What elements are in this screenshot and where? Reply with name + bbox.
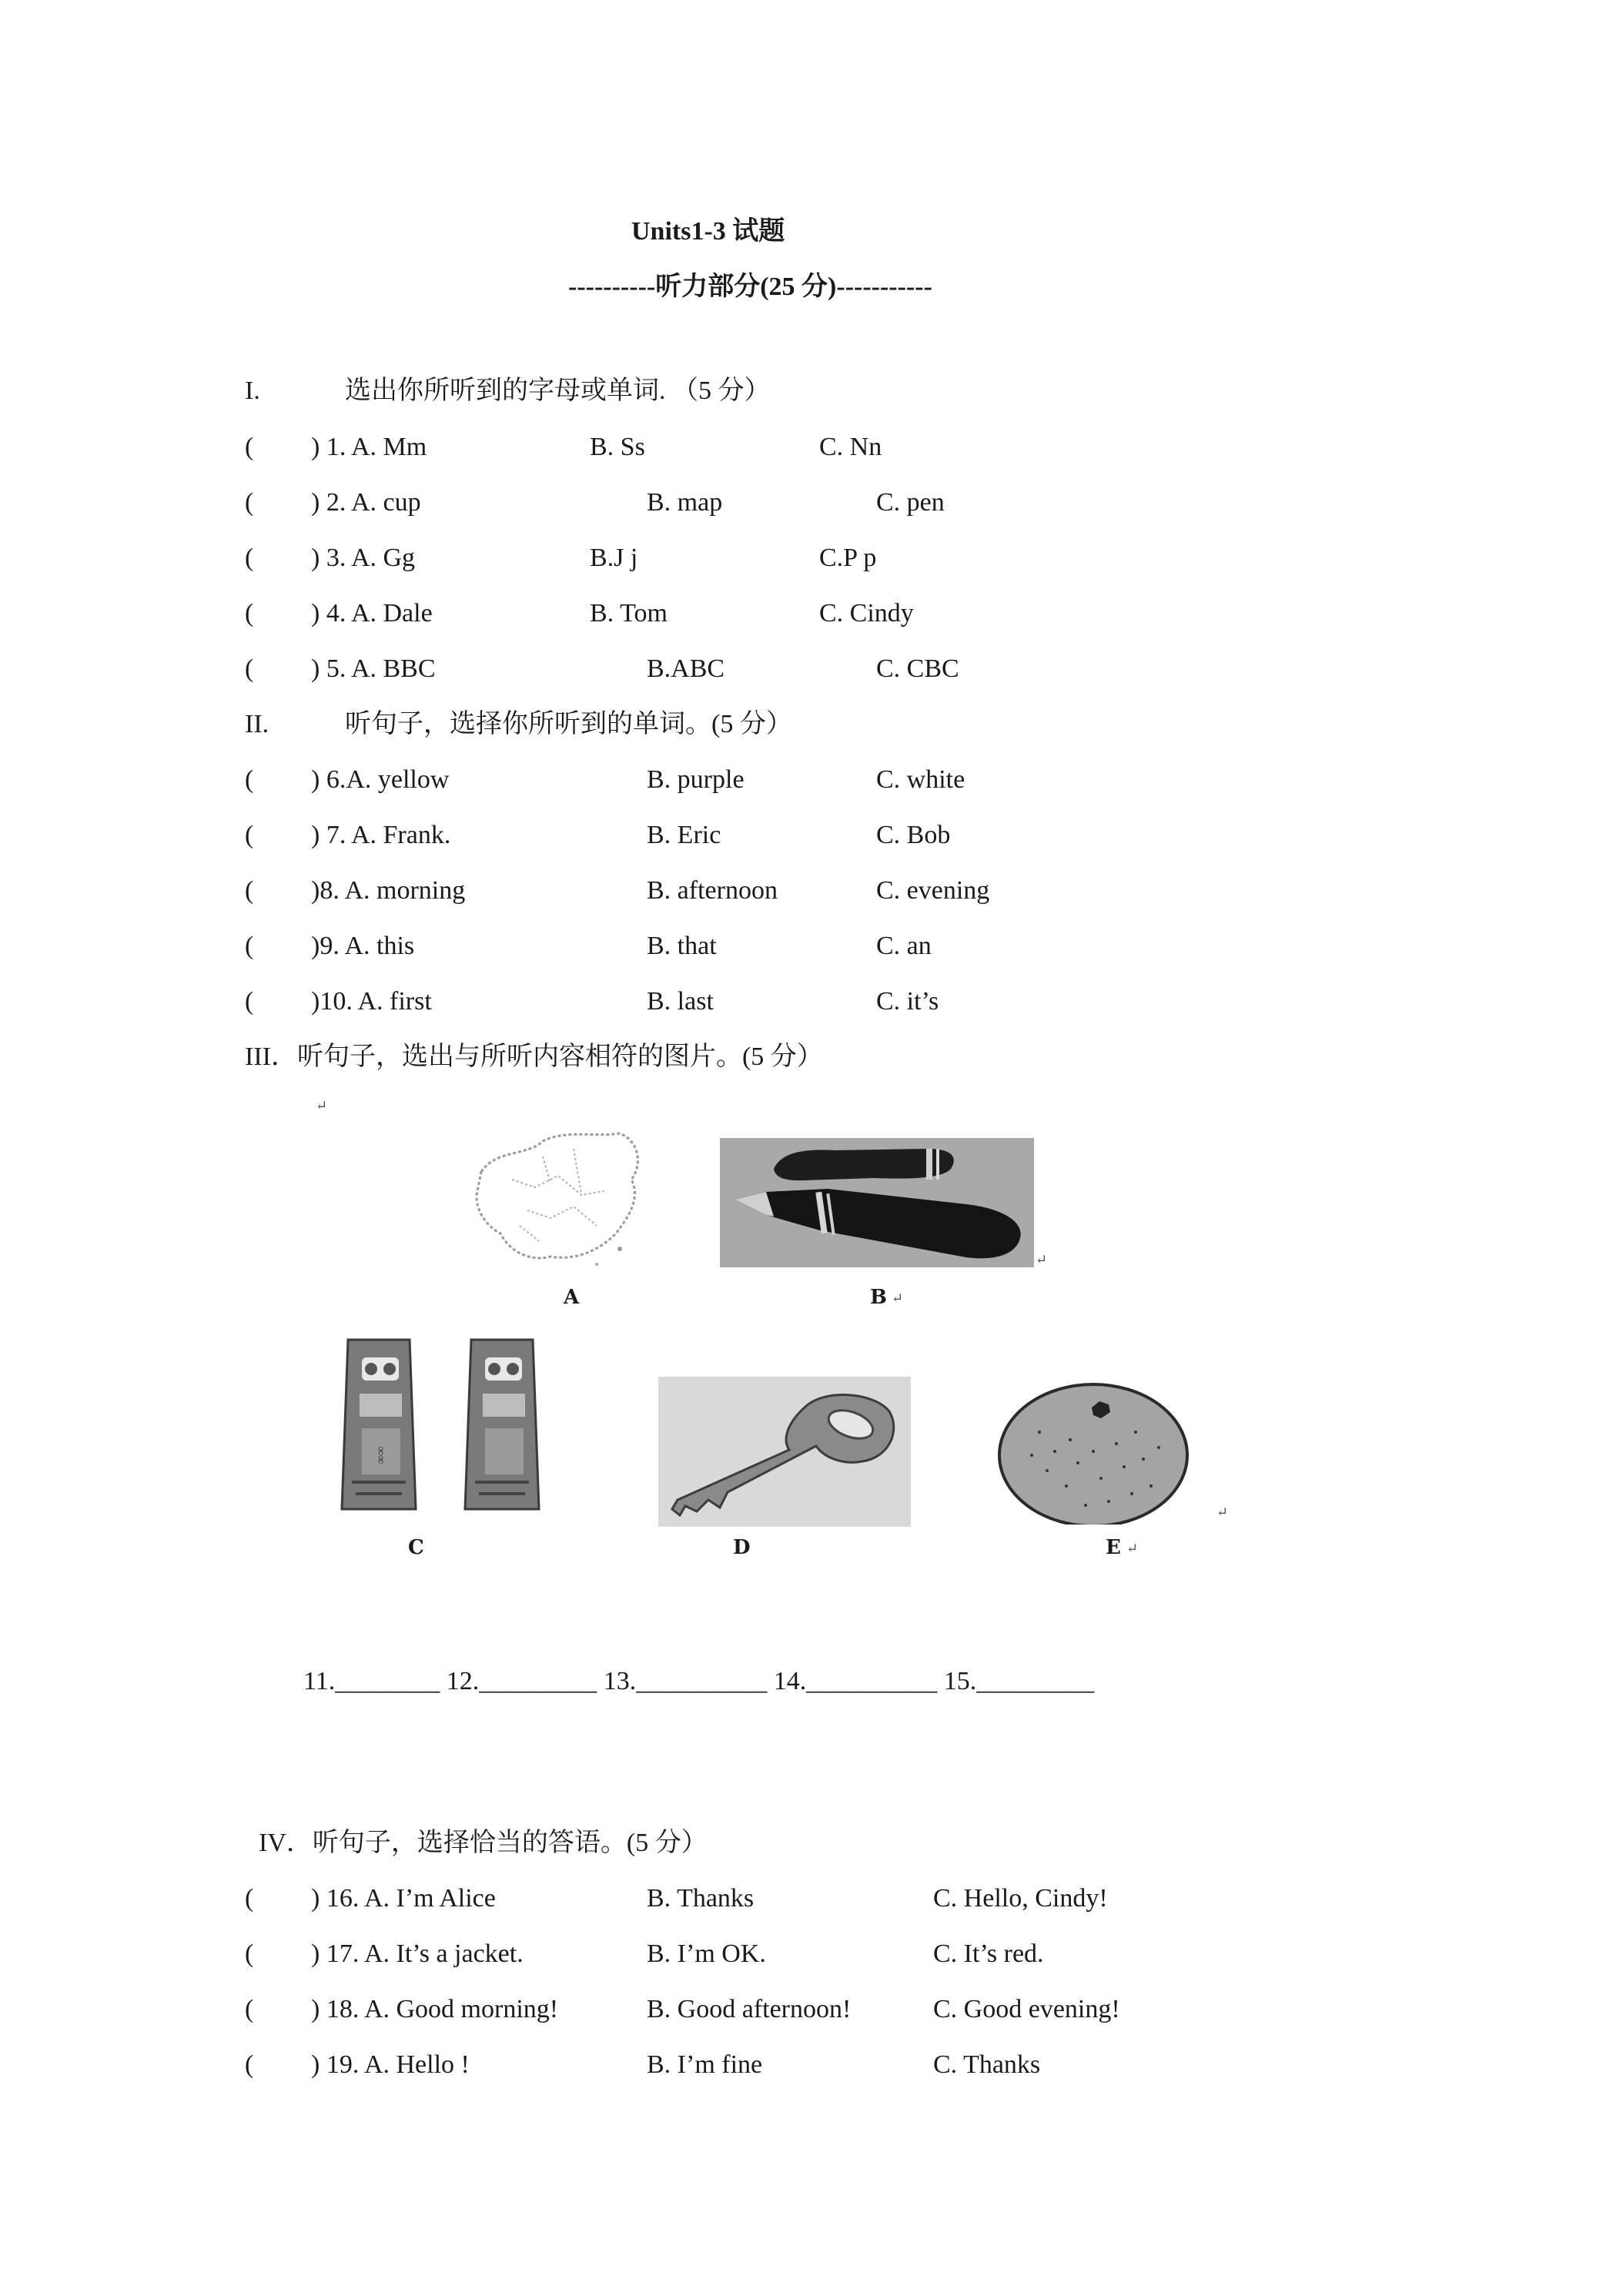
answer-paren[interactable]: ( bbox=[245, 488, 254, 517]
answer-paren[interactable]: ( bbox=[245, 932, 254, 960]
pen-picture bbox=[720, 1138, 1034, 1267]
question-17: ) 17. A. It’s a jacket. bbox=[311, 1940, 524, 1968]
option-c: C.P p bbox=[819, 544, 877, 572]
option-c: C. Bob bbox=[876, 821, 951, 849]
svg-text:∞∞: ∞∞ bbox=[374, 1446, 387, 1464]
option-b: B. map bbox=[647, 488, 723, 517]
picture-label-b: B bbox=[870, 1286, 887, 1309]
question-1: ) 1. A. Mm bbox=[311, 433, 427, 461]
answer-paren[interactable]: ( bbox=[245, 1884, 254, 1913]
question-9: )9. A. this bbox=[311, 932, 415, 960]
picture-label-e: E bbox=[1106, 1536, 1121, 1559]
section-1-number: I. bbox=[245, 377, 260, 405]
question-19: ) 19. A. Hello ! bbox=[311, 2050, 470, 2079]
answer-paren[interactable]: ( bbox=[245, 987, 254, 1016]
answer-paren[interactable]: ( bbox=[245, 765, 254, 794]
option-c: C. CBC bbox=[876, 654, 959, 683]
option-c: C. an bbox=[876, 932, 932, 960]
page-subtitle: ----------听力部分(25 分)----------- bbox=[568, 273, 932, 301]
option-b: B. I’m fine bbox=[647, 2050, 763, 2079]
answer-paren[interactable]: ( bbox=[245, 2050, 254, 2079]
option-c: C. Nn bbox=[819, 433, 882, 461]
option-b: B. I’m OK. bbox=[647, 1940, 766, 1968]
answer-paren[interactable]: ( bbox=[245, 1940, 254, 1968]
map-picture bbox=[466, 1126, 651, 1272]
option-b: B. Good afternoon! bbox=[647, 1995, 852, 2023]
paragraph-mark-icon: ↵ bbox=[1216, 1504, 1229, 1520]
option-b: B. last bbox=[647, 987, 714, 1016]
question-3: ) 3. A. Gg bbox=[311, 544, 416, 572]
option-c: C. white bbox=[876, 765, 965, 794]
picture-label-c: C bbox=[408, 1536, 424, 1559]
option-b: B. Tom bbox=[590, 599, 668, 628]
orange-picture bbox=[993, 1378, 1193, 1525]
pencil-case-picture bbox=[325, 1336, 564, 1519]
answer-paren[interactable]: ( bbox=[245, 433, 254, 461]
option-c: C. evening bbox=[876, 876, 990, 905]
question-10: )10. A. first bbox=[311, 987, 432, 1016]
answer-paren[interactable]: ( bbox=[245, 1995, 254, 2023]
option-b: B. that bbox=[647, 932, 717, 960]
question-5: ) 5. A. BBC bbox=[311, 654, 436, 683]
question-8: )8. A. morning bbox=[311, 876, 466, 905]
answer-paren[interactable]: ( bbox=[245, 599, 254, 628]
picture-label-a: A bbox=[564, 1286, 580, 1309]
option-b: B. purple bbox=[647, 765, 745, 794]
picture-label-d: D bbox=[733, 1536, 751, 1559]
option-c: C. Cindy bbox=[819, 599, 914, 628]
page-title: Units1-3 试题 bbox=[631, 217, 785, 246]
option-c: C. Good evening! bbox=[933, 1995, 1120, 2023]
paragraph-mark-icon: ↵ bbox=[1126, 1541, 1139, 1556]
answer-paren[interactable]: ( bbox=[245, 876, 254, 905]
answer-paren[interactable]: ( bbox=[245, 544, 254, 572]
option-c: C. pen bbox=[876, 488, 945, 517]
question-4: ) 4. A. Dale bbox=[311, 599, 433, 628]
section-1-heading: 选出你所听到的字母或单词. （5 分） bbox=[345, 377, 771, 405]
option-c: C. It’s red. bbox=[933, 1940, 1044, 1968]
question-16: ) 16. A. I’m Alice bbox=[311, 1884, 496, 1913]
option-b: B.J j bbox=[590, 544, 638, 572]
option-c: C. Hello, Cindy! bbox=[933, 1884, 1108, 1913]
answer-paren[interactable]: ( bbox=[245, 654, 254, 683]
answer-paren[interactable]: ( bbox=[245, 821, 254, 849]
option-b: B. Eric bbox=[647, 821, 721, 849]
key-picture bbox=[658, 1377, 911, 1527]
option-c: C. Thanks bbox=[933, 2050, 1041, 2079]
section-4-heading: IV．听句子，选择恰当的答语。(5 分） bbox=[259, 1829, 708, 1857]
section-2-heading: 听句子，选择你所听到的单词。(5 分） bbox=[345, 710, 792, 738]
option-b: B. Ss bbox=[590, 433, 645, 461]
question-18: ) 18. A. Good morning! bbox=[311, 1995, 559, 2023]
option-b: B. Thanks bbox=[647, 1884, 755, 1913]
paragraph-mark-icon: ↵ bbox=[892, 1290, 904, 1306]
option-c: C. it’s bbox=[876, 987, 939, 1016]
option-b: B. afternoon bbox=[647, 876, 778, 905]
section-2-number: II. bbox=[245, 710, 269, 738]
section-3-heading: III．听句子，选出与所听内容相符的图片。(5 分） bbox=[245, 1043, 823, 1071]
answer-blanks[interactable]: 11.________ 12._________ 13.__________ 14.__________ 15._________ bbox=[303, 1667, 1095, 1695]
question-6: ) 6.A. yellow bbox=[311, 765, 450, 794]
paragraph-mark-icon: ↵ bbox=[1036, 1252, 1048, 1267]
question-7: ) 7. A. Frank. bbox=[311, 821, 451, 849]
question-2: ) 2. A. cup bbox=[311, 488, 421, 517]
option-b: B.ABC bbox=[647, 654, 725, 683]
paragraph-mark-icon: ↵ bbox=[316, 1098, 328, 1113]
